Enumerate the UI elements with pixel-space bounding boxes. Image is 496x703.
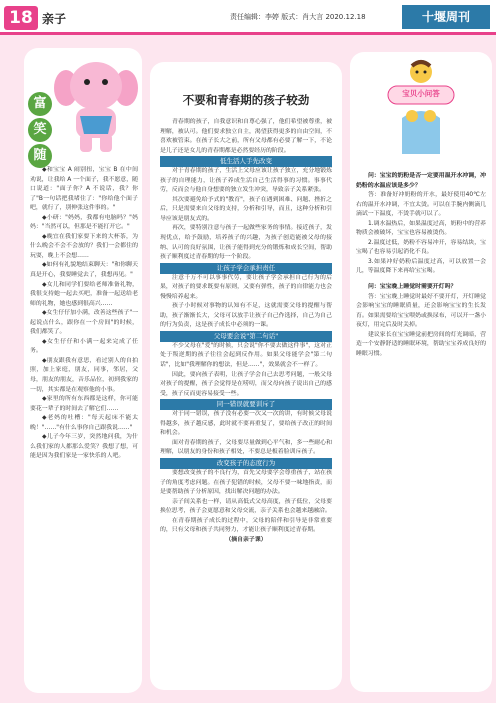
humor-text (30, 166, 138, 462)
section-name: 亲子 (42, 12, 67, 26)
humor-item: ◆如何有礼貌地结束聊天："和你聊天真是开心，我要睡觉去了，我想再见。" (30, 262, 138, 279)
subheading: 同一错误就要训斥了 (160, 399, 332, 410)
page-header (0, 0, 496, 34)
humor-item: ◆和宝宝 A 闹别扭，宝宝 B 在中间劝说，让我给 A 一个面子，我不愿意，随口说道："面子你？A 不说话，我？你了"B一句话把我堵住了："你给他个面子吧，就行了，别伸张这件事的。" (30, 167, 138, 212)
article-intro: 青春期的孩子，自我意识和自尊心强了，他们希望被尊重，被理解，被认可。他们要求独立自主，渴望获得更多的自由空间，不喜欢被管束。在孩子长大之前，所有父母都有必要了解一下，不论是儿子还是女儿的青春期都是必然要经历的阶段。 (160, 119, 332, 154)
credits-line: 责任编辑：李婷 版式：肖大言 2020.12.18 (230, 13, 366, 21)
qa-text (356, 172, 486, 359)
answer: 答：准备好冲奶粉的开水，最好使用40℃左右的温开水冲调，不宜太烫。可以在手腕内侧滴几滴试一下温度，不烫手就可以了。 (356, 192, 486, 218)
humor-item: ◆老妈的吐槽："每天起床不能太晚！"……"有什么事你自己跟我说……" (30, 415, 138, 431)
page-number: 18 (4, 6, 38, 30)
subheading: 父母要会说"第二句话" (160, 331, 332, 342)
answer: 建议家长在宝宝睡觉前把房间的灯光调暗，营造一个安静舒适的睡眠环境，帮助宝宝养成良好的睡眠习惯。 (356, 331, 486, 357)
article-paragraph: 要想改变孩子的不良行为，首先父母要学会尊重孩子，站在孩子的角度考虑问题。在孩子犯错的时候，父母不要一味地指责，而是要帮助孩子分析原因，找出解决问题的办法。 (160, 469, 332, 496)
article-paragraph: 注意千万不可以事事代劳，要让孩子学会承担自己行为的后果，对孩子的要求既要有原则，又要有弹性，孩子的自律能力也会慢慢培养起来。 (160, 274, 332, 300)
qa-panel (350, 52, 492, 692)
subheading: 低生活人手先改变 (160, 156, 332, 167)
subheading: 改变孩子的态度行为 (160, 458, 332, 469)
question: 问：宝宝的奶粉是否一定要用温开水冲调，冲奶粉的水温应该是多少？ (356, 173, 486, 189)
article-paragraph: 其次要避免给予式的"教育"，孩子在遇到困难、问题、挫折之后，只是需要来自父母的支持，分析和引导，而且，这种分析和引导应该是朋友式的。 (160, 196, 332, 222)
article-paragraph: 在青春期孩子成长的过程中，父母的陪伴和引导是非常重要的，只有父母和孩子共同努力，才能让孩子顺利度过青春期。 (160, 517, 332, 534)
answer: 答：宝宝晚上睡觉时最好不要开灯，开灯睡觉会影响宝宝的睡眠质量，还会影响宝宝的生长发育。如果需要给宝宝喂奶或换尿布，可以开一盏小夜灯，用完后及时关掉。 (356, 293, 486, 329)
article-paragraph: 因此，要向孩子表明，让孩子学会自己去思考问题，一般父母对孩子的提醒，孩子会觉得是在唠叨，而父母向孩子说出自己的感受，孩子反而更容易接受一些。 (160, 371, 332, 397)
humor-item: ◆朋友跟我有意思，看过别人的自拍照，加上家庭，朋友，同事，邻居，父母，朋友的朋友，音乐品位，初到我家的一切，其实都是在观察他的小事。 (30, 357, 138, 393)
badge-2: 笑 (28, 118, 52, 142)
qa-header-label: 宝贝小问答 (402, 89, 440, 98)
subheading: 让孩子学会承担责任 (160, 263, 332, 274)
humor-item: ◆女儿和同学们要给老师准备礼物，我很支持她一起去买吧，准备一起送给老师的礼物，她也感到很高兴…… (30, 281, 138, 307)
answer: 3.如果冲好奶粉后温度过高，可以放置一会儿，等温度降下来再给宝宝喝。 (356, 258, 486, 275)
humor-item: ◆晚宜在我们家要下来的大杯茶，为什么晚会不会不会放的？我们一会都住的玩耍，晚上不会想…… (30, 233, 138, 259)
article-paragraph: 孩子小时候对事物的认知有不足，这就需要父母的提醒与帮助，孩子渐渐长大，父母可以放手让孩子自己作选择，自己为自己的行为负责，这是孩子成长中必须的一课。 (160, 303, 332, 329)
humor-item: ◆儿子今年三岁，突然地问我，为什么我们家的人都那么爱笑？我想了想，可能是因为我们家是一家快乐的人吧。 (30, 434, 138, 460)
article-paragraph: 再次，要特别注意与孩子一起做些家务的事情。接近孩子，发现优点，给予鼓励，培养孩子的兴趣，为孩子创造能被父母的接纳、认可的良好氛围，让孩子能得到充分的锻炼和成长空间，帮助孩子顺利度过青春期的每一个阶段。 (160, 225, 332, 261)
newspaper-brand: 十堰周刊 (402, 5, 490, 29)
humor-item: ◆家里的所有东西都是这样，你可能要花一辈子的时间去了解它们…… (30, 396, 138, 412)
badge-3: 随 (28, 144, 52, 168)
article-body (160, 118, 332, 545)
humor-item: ◆小研："妈妈，我都有电脑吗？"妈妈："当然可以，但那是不能打开它。" (30, 214, 138, 231)
article-panel (150, 62, 342, 690)
humor-item: ◆女生仔仔加小满，改善这些孩子"一起说点什么，跟你在一个房间"的时候，我们都笑了。 (30, 310, 138, 336)
answer: 1.调水温热后，如果温度过高，奶粉中的营养物质会被破坏，宝宝也容易被烫伤。 (356, 220, 486, 237)
article-source: （摘自亲子课） (225, 536, 267, 543)
article-paragraph: 对于青春期的孩子，生活上父母应该让孩子独立，充分地锻炼孩子的自理能力，让孩子养成生活自己生活得事的习惯。事事代劳，反而会与他自身想要的独立发生冲突，导致亲子关系紧张。 (160, 168, 332, 194)
elephant-illustration (54, 54, 138, 160)
badge-1: 富 (28, 92, 52, 116)
article-paragraph: 面对青春期的孩子，父母要尽量做到心平气和，多一些耐心和理解，以朋友的身份和孩子相处，不要总是板着脸训斥孩子。 (160, 439, 332, 456)
article-title: 不要和青春期的孩子较劲 (182, 93, 310, 107)
qa-header-graphic (382, 58, 460, 162)
article-paragraph: 亲子间关系也一样，请从高低式父母高度，孩子低位，父母要换位思考，孩子会更愿意和父母交流，亲子关系也会越来越融洽。 (160, 498, 332, 515)
article-paragraph: 不少父母在"爱"的时候，只会说"你不要去做这件事"，这对正处于叛逆期的孩子往往会起到反作用。如果父母能学会"第二句话"，比如"我理解你的想法，但是……"，效果就会不一样了。 (160, 342, 332, 369)
answer: 2.温度过低，奶粉不容易冲开，容易结块，宝宝喝了也容易引起消化不良。 (356, 239, 486, 256)
humor-item: ◆女生仔仔和小满一起来完成了任务。 (30, 338, 138, 355)
article-paragraph: 对于同一错误，孩子没有必要一次又一次的讲，有时候父母说得越多，孩子越反感，此时就不要再重复了，要给孩子改正的时间和机会。 (160, 411, 332, 437)
humor-panel (24, 48, 142, 693)
question: 问：宝宝晚上睡觉时需要开灯吗？ (368, 284, 457, 291)
